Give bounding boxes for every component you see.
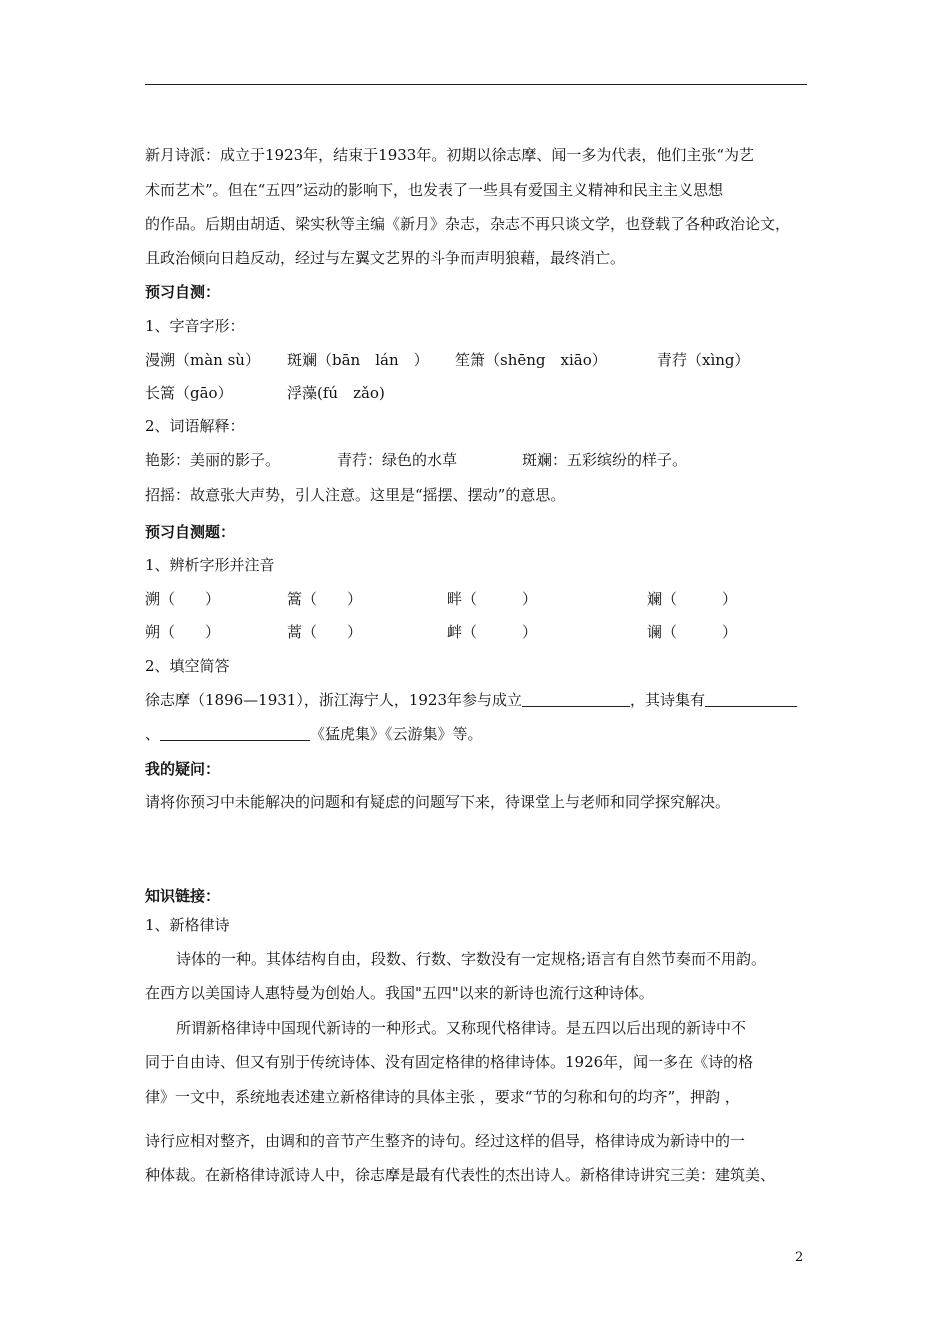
fill-text: 《猛虎集》《云游集》等。 <box>310 725 483 743</box>
exercise-q2-title: 2、填空简答 <box>145 657 230 675</box>
char-blank: 溯（ ） <box>145 590 221 608</box>
pron-item: 青荇（xìng） <box>657 351 750 369</box>
question-text: 请将你预习中未能解决的问题和有疑虑的问题写下来，待课堂上与老师和同学探究解决。 <box>145 793 731 811</box>
definition-title: 2、词语解释： <box>145 417 245 435</box>
knowledge-p2-line-4: 诗行应相对整齐，由调和的音节产生整齐的诗句。经过这样的倡导，格律诗成为新诗中的一 <box>145 1132 746 1150</box>
preview-heading: 预习自测： <box>145 283 221 301</box>
knowledge-p2-line-5: 种体裁。在新格律诗派诗人中，徐志摩是最有代表性的杰出诗人。新格律诗讲究三美：建筑美、 <box>145 1166 776 1184</box>
char-blank: 蒿（ ） <box>287 623 363 641</box>
exercise-heading: 预习自测题： <box>145 523 236 541</box>
knowledge-p1-line-1: 诗体的一种。其体结构自由，段数、行数、字数没有一定规格;语言有自然节奏而不用韵。 <box>176 950 767 968</box>
answer-blank[interactable] <box>522 692 630 707</box>
fill-line-2 <box>145 724 483 744</box>
pron-item: 浮藻(fú zǎo) <box>287 384 385 402</box>
answer-blank[interactable] <box>160 726 310 741</box>
char-blank: 衅（ ） <box>447 623 538 641</box>
pron-item: 漫溯（màn sù） <box>145 351 260 369</box>
knowledge-subtitle: 1、新格律诗 <box>145 916 230 934</box>
knowledge-p1-line-2: 在西方以美国诗人惠特曼为创始人。我国"五四"以来的新诗也流行这种诗体。 <box>145 984 654 1002</box>
char-blank: 畔（ ） <box>447 590 538 608</box>
definition-line: 招摇：故意张大声势，引人注意。这里是“摇摆、摆动”的意思。 <box>145 486 566 504</box>
knowledge-heading: 知识链接： <box>145 887 221 905</box>
fill-text: ，其诗集有 <box>630 691 706 709</box>
definition-item: 斑斓：五彩缤纷的样子。 <box>522 451 688 469</box>
char-blank: 谰（ ） <box>647 623 738 641</box>
pron-item: 斑斓（bān lán ） <box>287 351 429 369</box>
question-heading: 我的疑问： <box>145 760 221 778</box>
header-rule <box>145 84 807 85</box>
intro-line-3: 的作品。后期由胡适、梁实秋等主编《新月》杂志，杂志不再只谈文学，也登载了各种政治论文， <box>145 215 791 233</box>
pronunciation-title: 1、字音字形： <box>145 317 245 335</box>
fill-line-1 <box>145 690 797 710</box>
answer-blank[interactable] <box>705 692 797 707</box>
fill-text: 徐志摩（1896—1931），浙江海宁人，1923年参与成立 <box>145 691 523 709</box>
intro-line-4: 且政治倾向日趋反动，经过与左翼文艺界的斗争而声明狼藉，最终消亡。 <box>145 249 626 267</box>
page-number: 2 <box>795 1250 804 1265</box>
exercise-q1-title: 1、辨析字形并注音 <box>145 556 275 574</box>
intro-line-1: 新月诗派：成立于1923年，结束于1933年。初期以徐志摩、闻一多为代表，他们主张“为艺 <box>145 146 755 164</box>
char-blank: 篙（ ） <box>287 590 363 608</box>
char-blank: 朔（ ） <box>145 623 221 641</box>
definition-item: 艳影：美丽的影子。 <box>145 451 281 469</box>
pron-item: 笙箫（shēng xiāo） <box>455 351 607 369</box>
intro-line-2: 术而艺术”。但在“五四”运动的影响下，也发表了一些具有爱国主义精神和民主主义思想 <box>145 181 724 199</box>
pron-item: 长篙（gāo） <box>145 384 233 402</box>
char-blank: 斓（ ） <box>647 590 738 608</box>
knowledge-p2-line-1: 所谓新格律诗中国现代新诗的一种形式。又称现代格律诗。是五四以后出现的新诗中不 <box>176 1019 747 1037</box>
knowledge-p2-line-2: 同于自由诗、但又有别于传统诗体、没有固定格律的格律诗体。1926年，闻一多在《诗的格 <box>145 1053 754 1071</box>
fill-text: 、 <box>145 725 161 743</box>
definition-item: 青荇：绿色的水草 <box>337 451 458 469</box>
knowledge-p2-line-3: 律》一文中，系统地表述建立新格律诗的具体主张 ，要求“节的匀称和句的均齐”，押韵 ， <box>145 1088 740 1106</box>
